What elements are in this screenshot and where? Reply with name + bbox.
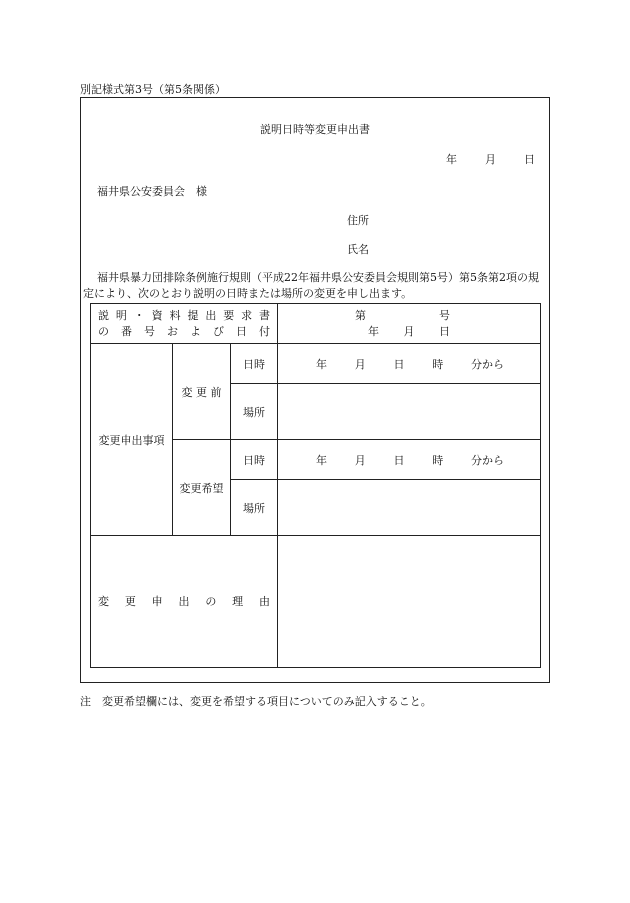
- desired-datetime-label: 日時: [231, 440, 278, 480]
- desired-change-label: 変更希望: [173, 440, 231, 536]
- go-label: 号: [439, 308, 451, 322]
- before-change-label: 変 更 前: [173, 344, 231, 440]
- reason-field[interactable]: [278, 536, 541, 668]
- desired-datetime-field[interactable]: 年 月 日 時 分から: [278, 440, 541, 480]
- before-place-field[interactable]: [278, 384, 541, 440]
- request-header-line2: の 番 号 お よ び 日 付: [98, 324, 270, 338]
- desired-place-field[interactable]: [278, 480, 541, 536]
- addressee: 福井県公安委員会 様: [97, 185, 207, 198]
- footnote: 注 変更希望欄には、変更を希望する項目についてのみ記入すること。: [80, 695, 432, 708]
- change-section-label: 変更申出事項: [91, 344, 173, 536]
- document-title: 説明日時等変更申出書: [260, 123, 370, 136]
- submission-date: [446, 151, 535, 167]
- month-label: 月: [485, 153, 496, 166]
- year-label: 年: [446, 153, 457, 166]
- address-label: 住所: [347, 214, 369, 227]
- before-place-label: 場所: [231, 384, 278, 440]
- body-text: 福井県暴力団排除条例施行規則（平成22年福井県公安委員会規則第5号）第5条第2項の規定により、次のとおり説明の日時または場所の変更を申し出ます。: [83, 271, 539, 300]
- dai-label: 第: [355, 308, 367, 322]
- day-label: 日: [524, 153, 535, 166]
- before-datetime-field[interactable]: 年 月 日 時 分から: [278, 344, 541, 384]
- form-number: 別記様式第3号（第5条関係）: [80, 83, 226, 96]
- before-datetime-label: 日時: [231, 344, 278, 384]
- reason-label: 変 更 申 出 の 理 由: [91, 536, 278, 668]
- name-label: 氏名: [347, 243, 369, 256]
- request-header-line1: 説 明 ・ 資 料 提 出 要 求 書: [98, 308, 271, 322]
- request-table: [90, 303, 541, 668]
- request-number-value[interactable]: 第 号 年 月 日: [278, 304, 541, 344]
- request-number-header: [91, 304, 278, 344]
- desired-place-label: 場所: [231, 480, 278, 536]
